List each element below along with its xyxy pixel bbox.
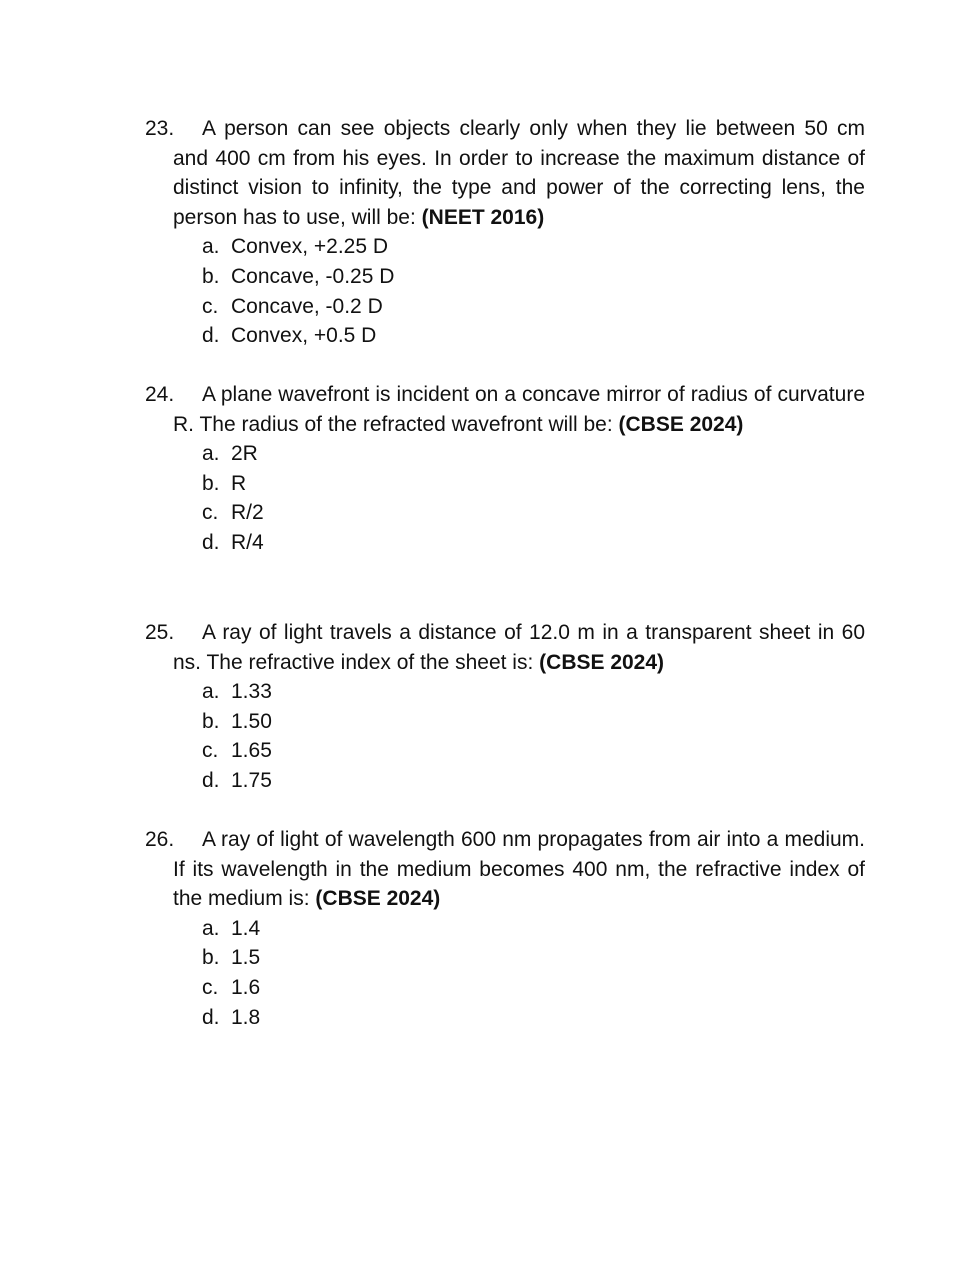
option-text: 1.65 — [231, 739, 272, 763]
option-text: R/4 — [231, 530, 264, 554]
question-source: (CBSE 2024) — [315, 887, 441, 911]
question-text-block — [145, 114, 865, 232]
option-text: 1.4 — [231, 916, 261, 940]
option-text: 2R — [231, 442, 258, 466]
option-item — [202, 292, 865, 322]
question-24 — [145, 380, 865, 558]
option-text: Convex, +0.5 D — [231, 324, 377, 348]
option-letter: c. — [202, 501, 219, 525]
question-text: A ray of light of wavelength 600 nm propagates from air into a medium. If its wavelength in the medium becomes 400 nm, the refractive index of the medium is: — [173, 828, 865, 911]
option-text: 1.50 — [231, 709, 272, 733]
question-text: A ray of light travels a distance of 12.0 m in a transparent sheet in 60 ns. The refractive index of the sheet is: — [173, 621, 865, 674]
option-item — [202, 943, 865, 973]
option-letter: b. — [202, 471, 220, 495]
option-item — [202, 736, 865, 766]
option-letter: b. — [202, 709, 220, 733]
option-letter: a. — [202, 680, 220, 704]
option-list — [145, 914, 865, 1032]
option-item — [202, 439, 865, 469]
option-text: Concave, -0.2 D — [231, 294, 383, 318]
option-item — [202, 528, 865, 558]
question-text-block — [145, 825, 865, 914]
question-source: (NEET 2016) — [421, 205, 545, 229]
question-23 — [145, 114, 865, 351]
option-item — [202, 766, 865, 796]
option-item — [202, 707, 865, 737]
option-letter: a. — [202, 235, 220, 259]
question-source: (CBSE 2024) — [618, 412, 744, 436]
option-item — [202, 1003, 865, 1033]
question-number: 26. — [145, 828, 175, 851]
option-letter: b. — [202, 946, 220, 970]
option-letter: a. — [202, 442, 220, 466]
option-letter: d. — [202, 768, 220, 792]
question-source: (CBSE 2024) — [539, 650, 665, 674]
option-letter: d. — [202, 530, 220, 554]
option-item — [202, 321, 865, 351]
option-text: 1.8 — [231, 1005, 261, 1029]
option-letter: d. — [202, 1005, 220, 1029]
option-item — [202, 262, 865, 292]
option-text: Convex, +2.25 D — [231, 235, 389, 259]
option-item — [202, 914, 865, 944]
option-item — [202, 469, 865, 499]
question-number: 23. — [145, 117, 175, 140]
option-letter: c. — [202, 975, 219, 999]
question-text-block — [145, 380, 865, 439]
option-text: R — [231, 471, 247, 495]
question-number: 24. — [145, 383, 175, 406]
question-text-block — [145, 618, 865, 677]
option-letter: c. — [202, 739, 219, 763]
option-letter: d. — [202, 324, 220, 348]
option-item — [202, 973, 865, 1003]
question-text: A person can see objects clearly only when they lie between 50 cm and 400 cm from his eyes. In order to increase the maximum distance of distinct vision to infinity, the type and power of the correcting lens, the person has to use, will be: — [173, 117, 865, 229]
option-letter: c. — [202, 294, 219, 318]
question-number: 25. — [145, 621, 175, 644]
question-text: A plane wavefront is incident on a concave mirror of radius of curvature R. The radius of the refracted wavefront will be: — [173, 383, 865, 436]
question-25 — [145, 618, 865, 796]
option-list — [145, 439, 865, 557]
option-text: Concave, -0.25 D — [231, 264, 395, 288]
option-letter: a. — [202, 916, 220, 940]
option-item — [202, 498, 865, 528]
option-item — [202, 677, 865, 707]
option-text: 1.33 — [231, 680, 272, 704]
option-list — [145, 677, 865, 795]
option-text: 1.5 — [231, 946, 261, 970]
option-text: 1.75 — [231, 768, 272, 792]
option-letter: b. — [202, 264, 220, 288]
option-text: 1.6 — [231, 975, 261, 999]
option-text: R/2 — [231, 501, 264, 525]
option-list — [145, 232, 865, 350]
question-26 — [145, 825, 865, 1032]
option-item — [202, 232, 865, 262]
